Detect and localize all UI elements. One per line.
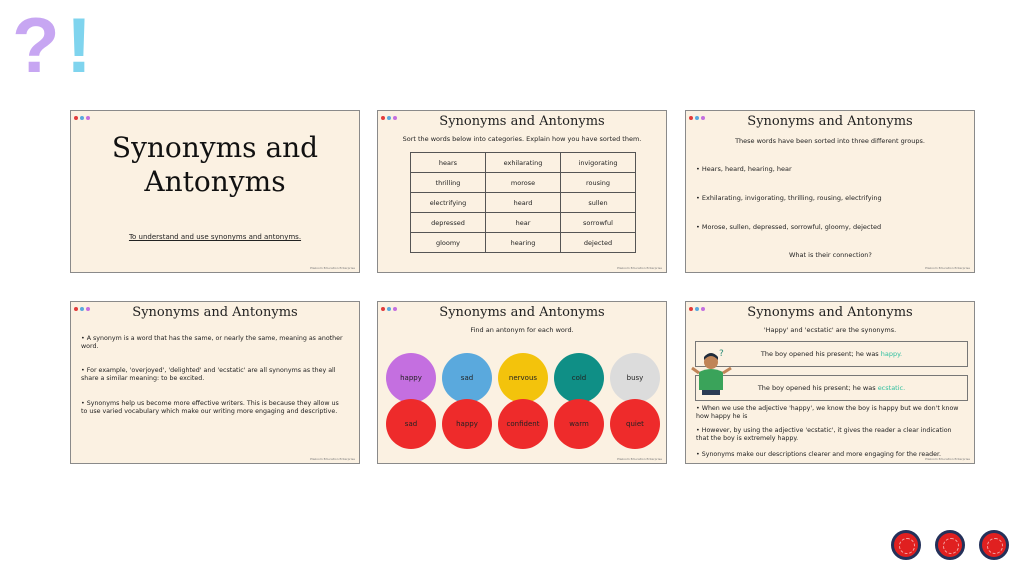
word-circle-bottom[interactable]: confident bbox=[498, 399, 548, 449]
table-cell: morose bbox=[486, 173, 561, 193]
highlight-word: ecstatic. bbox=[877, 384, 906, 392]
word-circle-top[interactable]: nervous bbox=[498, 353, 548, 403]
group-item: • Morose, sullen, depressed, sorrowful, gloomy, dejected bbox=[696, 223, 882, 231]
table-cell: depressed bbox=[411, 213, 486, 233]
table-cell: rousing bbox=[561, 173, 636, 193]
word-circle-bottom[interactable]: quiet bbox=[610, 399, 660, 449]
table-cell: hearing bbox=[486, 233, 561, 253]
word-circle-top[interactable]: busy bbox=[610, 353, 660, 403]
slide-footer: Plazoom Education Enterprise bbox=[310, 457, 355, 461]
slide-main-title: Synonyms and Antonyms bbox=[111, 131, 319, 198]
table-cell: gloomy bbox=[411, 233, 486, 253]
bullet-item: • For example, 'overjoyed', 'delighted' and 'ecstatic' are all synonyms as they all share a similar meaning: to be excited. bbox=[81, 367, 336, 382]
table-cell: electrifying bbox=[411, 193, 486, 213]
table-cell: dejected bbox=[561, 233, 636, 253]
table-row bbox=[411, 173, 636, 193]
table-row bbox=[411, 213, 636, 233]
slide-intro: These words have been sorted into three different groups. bbox=[735, 137, 925, 145]
word-circle-top[interactable]: happy bbox=[386, 353, 436, 403]
slide-2-sort-words[interactable] bbox=[377, 110, 667, 273]
question-mark-logo: ? bbox=[12, 1, 60, 89]
red-scribble-dot-icon bbox=[891, 530, 921, 560]
slide-instruction: Find an antonym for each word. bbox=[470, 326, 574, 334]
sentence-box-happy: The boy opened his present; he was happy. bbox=[695, 341, 968, 367]
word-table bbox=[410, 152, 636, 253]
slide-5-antonyms[interactable] bbox=[377, 301, 667, 464]
table-cell: heard bbox=[486, 193, 561, 213]
word-circle-bottom[interactable]: happy bbox=[442, 399, 492, 449]
slide-3-groups[interactable] bbox=[685, 110, 975, 273]
bullet-item: • When we use the adjective 'happy', we know the boy is happy but we don't know how happy he is bbox=[696, 405, 959, 420]
bullet-item: • Synonyms make our descriptions clearer and more engaging for the reader. bbox=[696, 451, 941, 458]
slide-title: Synonyms and Antonyms bbox=[747, 114, 913, 129]
slide-logo bbox=[73, 112, 101, 121]
table-cell: sorrowful bbox=[561, 213, 636, 233]
bullet-item: • A synonym is a word that has the same, or nearly the same, meaning as another word. bbox=[81, 335, 343, 350]
highlight-word: happy. bbox=[880, 350, 903, 358]
slide-footer: Plazoom Education Enterprise bbox=[925, 266, 970, 270]
table-cell: hear bbox=[486, 213, 561, 233]
bullet-item: • Synonyms help us become more effective writers. This is because they allow us to use varied vocabulary which make our writing more engaging and descriptive. bbox=[81, 400, 339, 415]
word-circle-bottom[interactable]: sad bbox=[386, 399, 436, 449]
slide-instruction: Sort the words below into categories. Explain how you have sorted them. bbox=[402, 135, 642, 143]
group-item: • Hears, heard, hearing, hear bbox=[696, 165, 792, 173]
red-scribble-dot-icon bbox=[979, 530, 1009, 560]
slide-footer: Plazoom Education Enterprise bbox=[310, 266, 355, 270]
slide-title: Synonyms and Antonyms bbox=[439, 305, 605, 320]
word-circle-top[interactable]: cold bbox=[554, 353, 604, 403]
table-cell: exhilarating bbox=[486, 153, 561, 173]
slide-title: Synonyms and Antonyms bbox=[439, 114, 605, 129]
slide-title: Synonyms and Antonyms bbox=[747, 305, 913, 320]
exclamation-mark-logo: ! bbox=[66, 1, 92, 89]
red-scribble-dot-icon bbox=[935, 530, 965, 560]
word-circle-top[interactable]: sad bbox=[442, 353, 492, 403]
table-row bbox=[411, 153, 636, 173]
slide-4-definition[interactable] bbox=[70, 301, 360, 464]
learning-objective: To understand and use synonyms and antonyms. bbox=[128, 233, 302, 241]
slide-6-example[interactable] bbox=[685, 301, 975, 464]
table-cell: thrilling bbox=[411, 173, 486, 193]
word-circle-bottom[interactable]: warm bbox=[554, 399, 604, 449]
slide-1-title[interactable] bbox=[70, 110, 360, 273]
table-cell: sullen bbox=[561, 193, 636, 213]
connection-question: What is their connection? bbox=[789, 251, 872, 259]
sentence-box-ecstatic: The boy opened his present; he was ecstatic. bbox=[695, 375, 968, 401]
group-item: • Exhilarating, invigorating, thrilling, rousing, electrifying bbox=[696, 194, 882, 202]
table-cell: invigorating bbox=[561, 153, 636, 173]
slide-title: Synonyms and Antonyms bbox=[132, 305, 298, 320]
slide-footer: Plazoom Education Enterprise bbox=[617, 266, 662, 270]
boy-thinking-icon bbox=[691, 346, 733, 396]
table-cell: hears bbox=[411, 153, 486, 173]
slide-footer: Plazoom Education Enterprise bbox=[617, 457, 662, 461]
slide-intro: 'Happy' and 'ecstatic' are the synonyms. bbox=[763, 326, 897, 334]
table-row bbox=[411, 193, 636, 213]
table-row bbox=[411, 233, 636, 253]
bullet-item: • However, by using the adjective 'ecstatic', it gives the reader a clear indication that the boy is extremely happy. bbox=[696, 427, 952, 442]
slide-footer: Plazoom Education Enterprise bbox=[925, 457, 970, 461]
svg-text:?: ? bbox=[719, 349, 724, 359]
